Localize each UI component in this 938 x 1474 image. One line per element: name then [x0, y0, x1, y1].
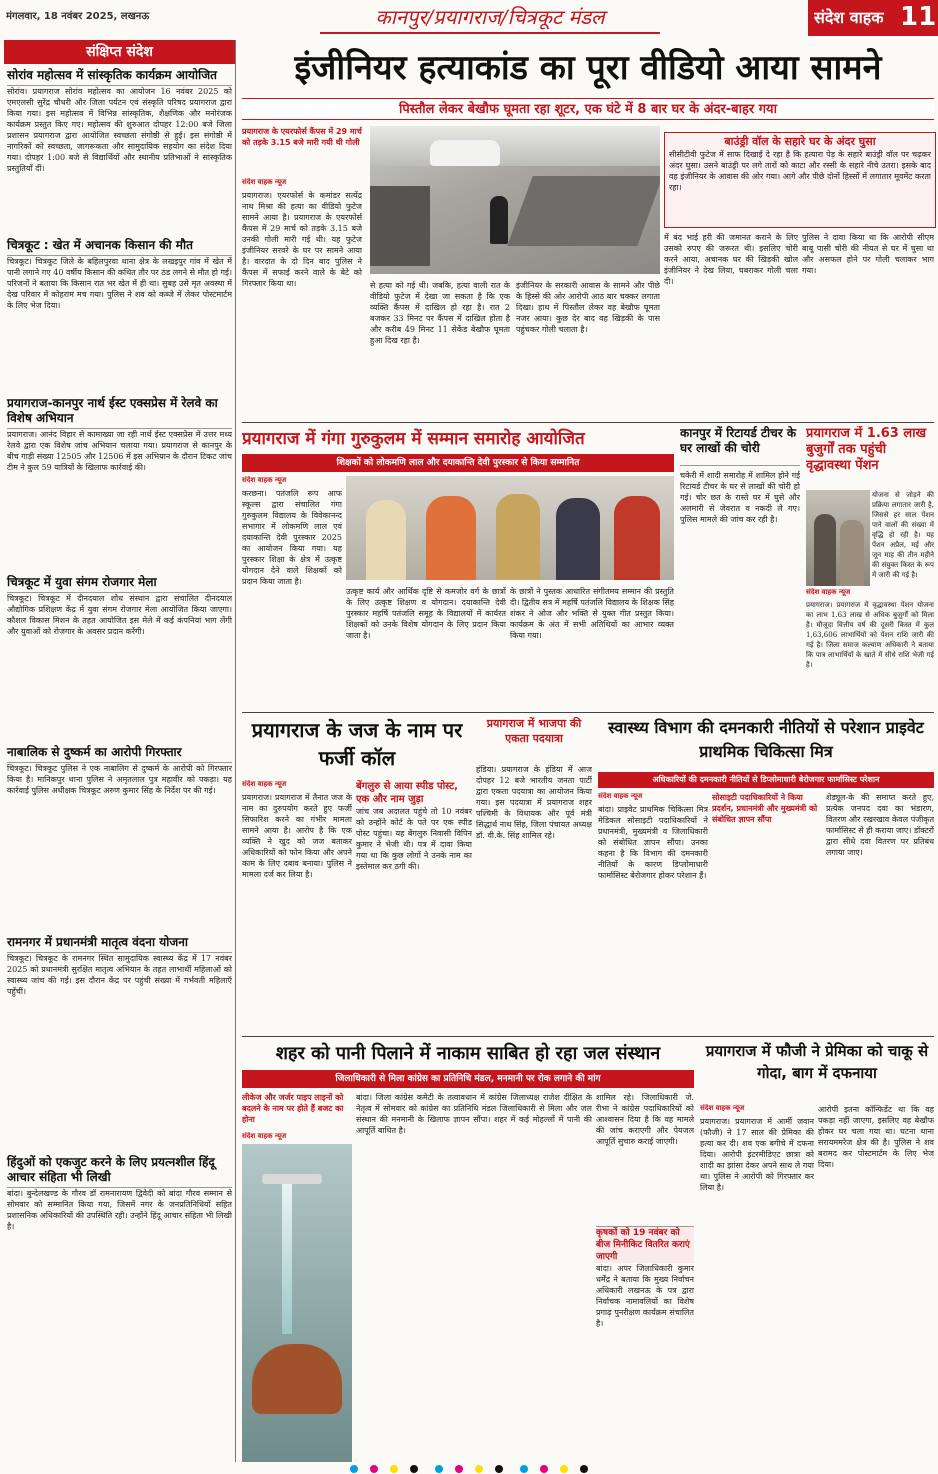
lead-body-3: इंजीनियर के सरकारी आवास के सामने और पीछे के हिस्से की ओर आरोपी आठ बार चक्कर लगाता दिखा। हाथ में पिस्तौल लेकर वह बेखौफ घूमता नजर आया। कुछ देर बाद वह खिड़की के पास पहुंचकर गोली चलाता है। — [516, 281, 660, 334]
army-body: प्रयागराज। प्रयागराज में आर्मी जवान (फौजी) ने 17 साल की प्रेमिका की हत्या कर दी। शव एक बगीचे में दफना दिया। आरोपी इंटरमीडिएट छात्रा को शादी का झांसा देकर अपने साथ ले गया था। पुलिस ने आरोपी को गिरफ्तार कर लिया है। — [700, 1117, 814, 1192]
brief-headline-5: नाबालिक से दुष्कर्म का आरोपी गिरफ्तार — [7, 743, 232, 763]
lead-side-title: बाउंड्री वॉल के सहारे घर के अंदर घुसा — [724, 135, 876, 148]
brief-headline-6: रामनगर में प्रधानमंत्री मातृत्व वंदना योजना — [7, 933, 232, 953]
health-highlight-box — [712, 792, 822, 1032]
gurukulam-body-2: उत्कृष्ट कार्य और आर्थिक दृष्टि से कमजोर वर्ग के छात्रों के लिए उत्कृष्ट शिक्षण व योगदान। दयाकान्ति देवी पुरस्कार महर्षि पतंजलि समूह के विद्यालयों में कार्यरत शिक्षकों को उनके विशेष योगदान के लिए प्रदान किया जाता है। — [346, 587, 506, 640]
water-headline: शहर को पानी पिलाने में नाकाम साबित हो रहा जल संस्थान — [275, 1043, 661, 1064]
sidebar — [4, 40, 236, 1462]
water-box — [596, 1226, 694, 1462]
chori-body: चकेरी में शादी समारोह में शामिल होने गई रिटायर्ड टीचर के घर से लाखों की चोरी हो गई। चोर छत के रास्ते घर में घुसे और अलमारी से जेवरात व नकदी ले गए। पुलिस मामले की जांच कर रही है। — [680, 471, 800, 524]
judge-box-title: बेंगलुरु से आया स्पीड पोस्ट, एक और नाम जुड़ा — [356, 781, 458, 805]
page-number: 11 — [900, 2, 936, 32]
water-photo — [242, 1144, 352, 1462]
water-highlight: लीकेज और जर्जर पाइप लाइनों को बदलने के नाम पर होते हैं बजट का होना — [242, 1093, 344, 1124]
judge-box — [356, 780, 472, 1032]
section-title: कानपुर/प्रयागराज/चित्रकूट मंडल — [320, 2, 660, 34]
bjp-body: हंडिया। प्रयागराज के हंडिया में आज दोपहर 12 बजे भारतीय जनता पार्टी द्वारा एकता पदयात्रा का आयोजन किया गया। इस पदयात्रा में प्रयागराज शहर पश्चिमी के विधायक और पूर्व मंत्री सिद्धार्थ नाथ सिंह, जिला पंचायत अध्यक्ष डॉ. वी.के. सिंह शामिल रहे। — [476, 765, 592, 840]
water-box-title: कृषकों को 19 नवंबर को बीज मिनीकिट वितरित कराएं जाएगी — [596, 1227, 694, 1263]
gurukulam-body: करछना। पतंजलि रूप आफ स्कूल्स द्वारा संचालित गंगा गुरुकुलम विद्यालय के विवेकानन्द सभागार में लोकमणि लाल एवं दयाकान्ति देवी पुरस्कार 2025 का आयोजन किया गया। यह पुरस्कार शिक्षा के क्षेत्र में उत्कृष्ट योगदान देने वाले शिक्षकों को प्रदान किया जाता है। — [242, 489, 342, 586]
brief-headline-1: सोरांव महोत्सव में सांस्कृतिक कार्यक्रम आयोजित — [7, 66, 232, 86]
brief-body-1: सोरांव। प्रयागराज सोरांव महोत्सव का आयोजन 16 नवंबर 2025 को एमएलसी सुरेंद्र चौधरी और जिला पर्यटन एवं संस्कृति परिषद प्रयागराज द्वारा किया गया। इस महोत्सव में विभिन्न सांस्कृतिक, शैक्षणिक और मनोरंजक कार्यक्रम प्रस्तुत किए गए। महोत्सव की शुरुआत दोपहर 12:00 बजे जिला प्रशासन प्रयागराज द्वारा आयोजित स्वच्छता संगोष्ठी से हुई। इस संगोष्ठी में नागरिकों को स्वच्छता, जागरूकता और सामुदायिक सहयोग का संदेश दिया गया। दोपहर 1:00 बजे से विद्यार्थियों और स्थानीय प्रतिभाओं ने सांस्कृतिक प्रस्तुतियाँ दीं। — [7, 87, 232, 173]
army-headline: प्रयागराज में फौजी ने प्रेमिका को चाकू से गोदा, बाग में दफनाया — [705, 1042, 929, 1082]
gurukulam-headline: प्रयागराज में गंगा गुरुकुलम में सम्मान समारोह आयोजित — [242, 429, 585, 449]
masthead-box — [808, 0, 938, 36]
pension-body-2: योजना से जोड़ने की प्रक्रिया लगातार जारी है, जिससे हर साल पेंशन पाने वालों की संख्या में वृद्धि हो रही है। यह पेंशन अप्रैल, मई और जून माह की तीन महीने की संयुक्त किस्त के रूप में जारी की गई है। — [872, 491, 934, 579]
pension-body: प्रयागराज। प्रयागराज में वृद्धावस्था पेंशन योजना का लाभ 1.63 लाख से अधिक बुजुर्गों को मिला है। मौजूदा वित्तीय वर्ष की दूसरी किस्त में कुल 1,63,606 लाभार्थियों को पेंशन राशि जारी की गई है। जिला समाज कल्याण अधिकारी ने बताया कि पात्र लाभार्थियों के खाते में सीधे राशि भेजी गई है। — [806, 601, 934, 669]
health-highlight: सोसाइटी पदाधिकारियों ने किया प्रदर्शन, प्रधानमंत्री और मुख्यमंत्री को संबोधित ज्ञापन सौंपा — [712, 793, 818, 824]
lead-body-4: में बंद भाई हरी की जमानत कराने के लिए उसको रुपए की जरूरत थी। इसलिए चोरी करने आया, अचानक घर की खिड़की खोल इंजीनियर ने देख लिया, घबराकर गोली चला दी। — [664, 233, 798, 286]
judge-box-body: जांच जब अदालत पहुंचे तो 10 नवंबर को उन्होंने कोर्ट के पते पर एक स्पीड पोस्ट पहुंचा। यह बेंगलुरु निवासी विपिन कुमार ने भेजी थी। पत्र में दावा किया गया था कि कुछ लोगों ने उनके नाम का इस्तेमाल कर ठगी की। — [356, 807, 472, 871]
brief-body-7: बांदा। बुन्देलखण्ड के गौरव डॉ रामनारायण द्विवेदी को बांदा गौरव सम्मान से सोमवार को सम्मानित किया गया, जिसमें नगर के जनप्रतिनिधियों सहित प्रशासनिक अधिकारियों की उपस्थिति रही। उन्होंने हिंदू आचार संहिता भी लिखी है। — [7, 1189, 232, 1231]
health-body-2: शेड्यूल-के की समाप्त करते हुए, प्रत्येक जनपद दवा का भंडारण, वितरण और रखरखाव केवल पंजीकृत फार्मासिस्ट से ही कराया जाए। डॉक्टरों द्वारा सीधे दवा वितरण पर प्रतिबंध लगाया जाए। — [826, 793, 934, 857]
water-box-body: बांदा। अपर जिलाधिकारी कुमार धर्मेंद्र ने बताया कि मुख्य निर्वाचन अधिकारी लखनऊ के पत्र द्वारा निर्वाचक नामावलियों का विशेष प्रगाढ़ पुनरीक्षण कार्यक्रम संचालित है। — [596, 1264, 694, 1328]
pension-byline: संदेश वाहक न्यूज — [806, 588, 851, 596]
header-bar — [0, 0, 938, 38]
gurukulam-byline: संदेश वाहक न्यूज — [242, 476, 287, 484]
dateline: मंगलवार, 18 नवंबर 2025, लखनऊ — [6, 11, 150, 22]
brief-body-6: चित्रकूट। चित्रकूट के रामनगर स्थित सामुदायिक स्वास्थ्य केंद्र में 17 नवंबर 2025 को प्रधानमंत्री सुरक्षित मातृत्व अभियान के तहत लाभार्थी महिलाओं को स्वास्थ्य जांच की गई। इस दौरान केंद्र पर पहुंची संख्या में गर्भवती महिलाएँ पहुँचीं। — [7, 954, 232, 996]
lead-body-5: पुलिस ने दावा किया था कि आरोपी सीएम बाबू पासी चोरी की नीयत से घर में घुसा था और असफल होने पर गोली चलाकर भाग गया। — [802, 233, 934, 275]
lead-headline: इंजीनियर हत्याकांड का पूरा वीडियो आया सामने — [294, 48, 882, 88]
judge-headline: प्रयागराज के जज के नाम पर फर्जी कॉल — [251, 718, 463, 770]
water-body: बांदा। जिला कांग्रेस कमेटी के तत्वावधान में कांग्रेस जिलाध्यक्ष राजेश दीक्षित के नेतृत्व में सोमवार को कांग्रेस का प्रतिनिधि मंडल जिलाधिकारी से मिला और जल संस्थान की मनमानी के खिलाफ ज्ञापन सौंपा। शहर में कई मोहल्लों में पानी की आपूर्ति बाधित है। — [356, 1093, 592, 1135]
lead-byline: संदेश वाहक न्यूज — [242, 178, 287, 186]
judge-body: प्रयागराज। प्रयागराज में तैनात जज के नाम का दुरुपयोग करते हुए फर्जी सिफारिश करने का गंभीर मामला सामने आया है। आरोप है कि एक व्यक्ति ने खुद को जज बताकर अधिकारियों को फोन किया और अपने काम के लिए दबाव बनाया। पुलिस ने मामला दर्ज कर लिया है। — [242, 793, 352, 879]
lead-highlight: प्रयागराज के एयरफोर्स कैंपस में 29 मार्च को तड़के 3.15 बजे मारी गयी थी गोली — [242, 127, 362, 147]
lead-side-box — [664, 132, 936, 228]
army-body-2: आरोपी इतना कॉन्फिडेंट था कि वह पकड़ा नहीं जाएगा, इसलिए वह बेखौफ होकर घर चला गया था। घटना थाना सरायममरेज क्षेत्र की है। पुलिस ने शव बरामद कर पोस्टमार्टम के लिए भेज दिया। — [818, 1105, 934, 1169]
chori-headline: कानपुर में रिटायर्ड टीचर के घर लाखों की चोरी — [680, 426, 800, 466]
brief-headline-7: हिंदुओं को एकजुट करने के लिए प्रयत्नशील हिंदू आचार संहिता भी लिखी — [7, 1153, 232, 1188]
lead-highlight-box — [242, 126, 370, 174]
lead-body-1: प्रयागराज। एयरफोर्स के कमांडर सत्येंद्र नाथ मिश्रा की हत्या का वीडियो फुटेज सामने आया है। प्रयागराज के एयरफोर्स कैंपस में 29 मार्च को तड़के 3.15 बजे उनकी गोली मारी गई थी। यह फुटेज इंजीनियर सरवरे के घर पर सामने आया है। वारदात के दो दिन बाद पुलिस ने कैंपस में सफाई करने वाले के बेटे को गिरफ्तार किया था। — [242, 191, 362, 288]
brief-body-4: चित्रकूट। चित्रकूट में दीनदयाल शोध संस्थान द्वारा संचालित दीनदयाल औद्योगिक प्रशिक्षण केंद्र में युवा संगम रोजगार मेला आयोजित किया जाएगा। कौशल विकास मिशन के तहत आयोजित इस मेले में कई कंपनियां भाग लेंगी और युवाओं को रोजगार के अवसर प्रदान करेंगी। — [7, 594, 232, 636]
health-headline: स्वास्थ्य विभाग की दमनकारी नीतियों से परेशान प्राइवेट प्राथमिक चिकित्सा मित्र — [608, 718, 924, 761]
cctv-photo — [370, 126, 660, 274]
water-body-2: शामिल रहे। जिलाधिकारी जे. रीभा ने कांग्रेस पदाधिकारियों को आश्वासन दिया है कि वह मामले की जांच कराएगी और पेयजल आपूर्ति सुचारु कराई जाएगी। — [596, 1093, 694, 1146]
gurukulam-subhead: शिक्षकों को लोकमणि लाल और दयाकान्ति देवी पुरस्कार से किया सम्मानित — [242, 454, 674, 472]
brief-headline-2: चित्रकूट : खेत में अचानक किसान की मौत — [7, 236, 232, 256]
brief-body-2: चित्रकूट। चित्रकूट जिले के बहिलपुरवा थाना क्षेत्र के लखइपुर गांव में खेत में पानी लगाने गए 40 वर्षीय किसान की कथित तौर पर ठंड लगने से मौत हो गई। परिजनों ने बताया कि किसान रात भर खेत में ही था। सुबह उसे मृत अवस्था में देख परिवार में कोहराम मच गया। पुलिस ने शव को कब्जे में लेकर पोस्टमार्टम के लिए भेज दिया। — [7, 257, 232, 310]
water-subhead: जिलाधिकारी से मिला कांग्रेस का प्रतिनिधि मंडल, मनमानी पर रोक लगाने की मांग — [242, 1070, 694, 1088]
brief-headline-3: प्रयागराज-कानपुर नार्थ ईस्ट एक्सप्रेस में रेलवे का विशेष अभियान — [7, 394, 232, 429]
sidebar-title: संक्षिप्त संदेश — [4, 40, 235, 64]
lead-subhead: पिस्तौल लेकर बेखौफ घूमता रहा शूटर, एक घंटे में 8 बार घर के अंदर-बाहर गया — [242, 98, 934, 120]
paper-name: संदेश वाहक — [814, 8, 884, 27]
health-byline: संदेश वाहक न्यूज — [598, 792, 643, 800]
brief-headline-4: चित्रकूट में युवा संगम रोजगार मेला — [7, 573, 232, 593]
pension-photo — [806, 490, 870, 586]
pension-headline: प्रयागराज में 1.63 लाख बुजुर्गों तक पहुंची वृद्धावस्था पेंशन — [806, 426, 927, 473]
gurukulam-photo — [346, 476, 674, 580]
army-byline: संदेश वाहक न्यूज — [700, 1104, 745, 1112]
judge-byline: संदेश वाहक न्यूज — [242, 780, 287, 788]
water-byline: संदेश वाहक न्यूज — [242, 1132, 287, 1140]
brief-body-3: प्रयागराज। आनंद विहार से कामाख्या जा रही नार्थ ईस्ट एक्सप्रेस में उत्तर मध्य रेलवे द्वारा एक विशेष जांच अभियान चलाया गया। प्रयागराज से कानपुर के बीच गाड़ी संख्या 12505 और 12506 में इस अभियान के दौरान टिकट जांच टीम ने कुल 59 यात्रियों के खिलाफ कार्रवाई की। — [7, 430, 232, 472]
footer-color-bar — [0, 1462, 938, 1474]
health-subhead: अधिकारियों की दमनकारी नीतियों से डिप्लोमाधारी बेरोजगार फार्मासिस्ट परेशान — [598, 772, 934, 788]
lead-body-2: से हत्या को गई थी। जबकि, हत्या वाली रात के वीडियो फुटेज में देखा जा सकता है कि एक व्यक्ति कैंपस में दाखिल हो रहा है। रात 2 बजकर 33 मिनट पर कैंपस में दाखिल होता है और करीब 49 मिनट 11 सेकेंड बेखौफ घूमता हुआ दिख रहा है। — [370, 281, 510, 345]
health-body: बांदा। प्राइवेट प्राथमिक चिकित्सा मित्र मेडिकल सोसाइटी पदाधिकारियों ने प्रधानमंत्री, मुख्यमंत्री व जिलाधिकारी को संबोधित ज्ञापन सौंपा। उनका कहना है कि विभाग की दमनकारी नीतियों के कारण डिप्लोमाधारी फार्मासिस्ट बेरोजगार होकर परेशान हैं। — [598, 805, 708, 880]
bjp-headline: प्रयागराज में भाजपा की एकता पदयात्रा — [486, 717, 582, 745]
water-highlight-box — [242, 1092, 352, 1132]
gurukulam-body-3: के छात्रों ने पुस्तक आधारित संगीतमय सम्मान की प्रस्तुति दी। द्वितीय सत्र में महर्षि पतंजलि विद्यालय के शिक्षक सिंह शंकर ने ओज और भक्ति से युक्त गीत प्रस्तुत किया। कार्यक्रम के अंत में सभी अतिथियों का आभार व्यक्त किया गया। — [510, 587, 674, 640]
brief-body-5: चित्रकूट। चित्रकूट पुलिस ने एक नाबालिग से दुष्कर्म के आरोपी को गिरफ्तार किया है। मानिकपुर थाना पुलिस ने अमृतलाल पुत्र महावीर को पकड़ा। यह कार्रवाई पुलिस अधीक्षक चित्रकूट अरुण कुमार सिंह के निर्देश पर की गई। — [7, 764, 232, 795]
lead-side-body: सीसीटीवी फुटेज में साफ दिखाई दे रहा है कि हत्यारा पेड़ के सहारे बाउंड्री वॉल पर चढ़कर अंदर घुसा। उसने बाउंड्री पर लगे तारों को काटा और रस्सी के सहारे नीचे उतरा। इसके बाद वह इंजीनियर के आवास की ओर गया। आगे और पीछे दोनों हिस्सों में लगातार मूवमेंट करता रहा। — [669, 150, 931, 192]
